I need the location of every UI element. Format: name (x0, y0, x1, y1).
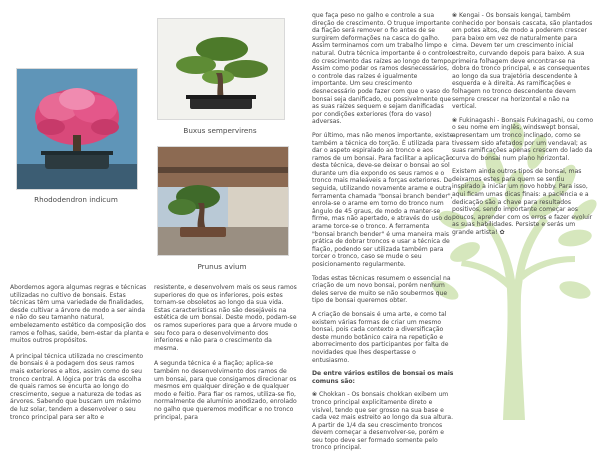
paragraph: A criação de bonsais é uma arte, e como tal existem várias formas de criar um mesmo bonsai, pois cada contexto a diversificação deste mundo botânico caira na repetição e aborrecimento dos participantes por falta de novidades que lhes despertasse o entusiasmo. (312, 310, 449, 364)
paragraph: Existem ainda outros tipos de bonsai, mas deixamos estes para quem se sentiu inspirado a iniciar um novo hobby. Para isso, aqui ficam umas dicas finais: a paciência e a dedicação são a chave para resultados positivos, sendo importante começar aos poucos, aprender com os erros e fazer evoluir as suas habilidades. Persiste e serás um grande artista! ✿ (452, 168, 593, 237)
text-column-4 (452, 12, 594, 243)
text-column-1 (10, 284, 150, 427)
paragraph: ❀ Kengai - Os bonsais kengai, também conhecido por bonsais cascata, são plantados em potes altos, de modo a poderem crescer para baixo em vez de naturalmente para cima. Devem ter um crescimento inicial estreito, curvando depois para baixo. A sua primeira folhagem deve encontrar-se na dobra do tronco principal, e as consequentes ao longo da sua trajetória descendente à esquerda e à direita. As ramificações e folhagem no tronco descendente devem sempre crescer na horizontal e não na vertical. (452, 12, 593, 111)
paragraph: A segunda técnica é a fiação; aplica-se também no desenvolvimento dos ramos de um bonsai, para que consigamos direcionar os mesmos em qualquer direção e de qualquer modo e feitio. Para fiar os ramos, utiliza-se fio, normalmente de alumínio anodizado, enrolado no galho que queremos modificar e no tronco principal, para (154, 360, 297, 421)
paragraph: A principal técnica utilizada no crescimento de bonsais é a podagem dos seus ramos mais exteriores e altos, assim como do seu tronco central. A lógica por trás da escolha de quais ramos se encurta ao longo do crescimento, segue a natureza de todas as árvores. Sabendo que buscam um máximo de luz solar, tendem a desenvolver o seu tronco principal para ser alto e (10, 352, 144, 421)
paragraph: ❀ Fukinagashi - Bonsais Fukinagashi, ou como o seu nome em inglês, windswept bonsai, apresentam um tronco inclinado, como se tivessem sido afetados por um vendaval; as suas ramificações apenas crescem do lado da curva do bonsai num plano horizontal. (452, 116, 594, 162)
paragraph: Todas estas técnicas resumem o essencial na criação de um novo bonsai, porém nenhum deles serve de muito se não soubermos que tipo de bonsai queremos obter. (312, 274, 451, 305)
prunus-caption: Prunus avium (197, 262, 247, 271)
section-heading: De entre vários estilos de bonsai os mais comuns são: (312, 370, 454, 385)
text-column-3 (312, 12, 454, 458)
rhododendron-caption: Rhododendron indicum (34, 195, 118, 204)
paragraph: ❀ Chokkan - Os bonsais chokkan exibem um tronco principal explicitamente direto e visível, tendo que ser grosso na sua base e cada vez mais estreito ao longo da sua altura. A partir de 1/4 da seu crescimento troncos devem começar a desenvolver-se, porém e seu topo deve ser formado somente pelo tronco principal. (312, 391, 454, 452)
paragraph: resistente, e desenvolvem mais os seus ramos superiores do que os inferiores, pois estes tornam-se obsoletos ao longo da sua vida. Estas características não são desejáveis na estética de um bonsai. Deste modo, podam-se os ramos superiores para que a árvore mude o seu foco para o desenvolvimento dos inferiores e não para o crescimento da mesma. (154, 284, 298, 352)
buxus-caption: Buxus sempervirens (183, 126, 257, 135)
paragraph: Por último, mas não menos importante, existe também a técnica do torção. É utilizada para dar o aspeto espiralado ao tronco e aos ramos de um bonsai. Para facilitar a aplicação desta técnica, deve-se deixar o bonsai ao sol durante um dia expondo os seus ramos e o tronco mais maleáveis a forças exteriores. De seguida, utilizando novamente arame e outra ferramenta chamada "bonsai branch bender", enrola-se o arame em torno do tronco num ângulo de 45 graus, de modo a manter-se firme, mas não apertado, e através do uso do arame torce-se o tronco. A ferramenta "bonsai branch bender" é uma maneira mais prática de dobrar troncos e usar a técnica de fiação, podendo ser utilizada também para torcer o tronco, caso se mude o seu posicionamento regularmente. (312, 131, 454, 268)
prunus-photo (157, 146, 289, 256)
buxus-photo (157, 18, 285, 120)
text-column-2 (154, 284, 298, 427)
paragraph: Abordemos agora algumas regras e técnicas utilizadas no cultivo de bonsais. Estas técnicas têm uma variedade de finalidades, desde cultivar a árvore de modo a ser ainda e não do seu tamanho natural, embelezamento estético da composição dos ramos e folhas, saúde, bem-estar da planta e muitos outros propósitos. (10, 284, 149, 345)
paragraph: que faça peso no galho e controle a sua direção de crescimento. O truque importante da fiação será remover o fio antes de se surgirem deformações na casca do galho. Assim terminamos com um trabalho limpo e natural. Outra técnica importante é o controlo do crescimento das raízes ao longo do tempo. Assim como podar os ramos desnecessários, o controle das raízes é igualmente importante. Um seu crescimento desnecessário pode fazer com que o vaso do bonsai seja danificado, ou possivelmente que as suas raízes sequem e sejam danificadas por condições exteriores (fora do vaso) adversas. (312, 12, 453, 126)
rhododendron-photo (16, 68, 138, 190)
